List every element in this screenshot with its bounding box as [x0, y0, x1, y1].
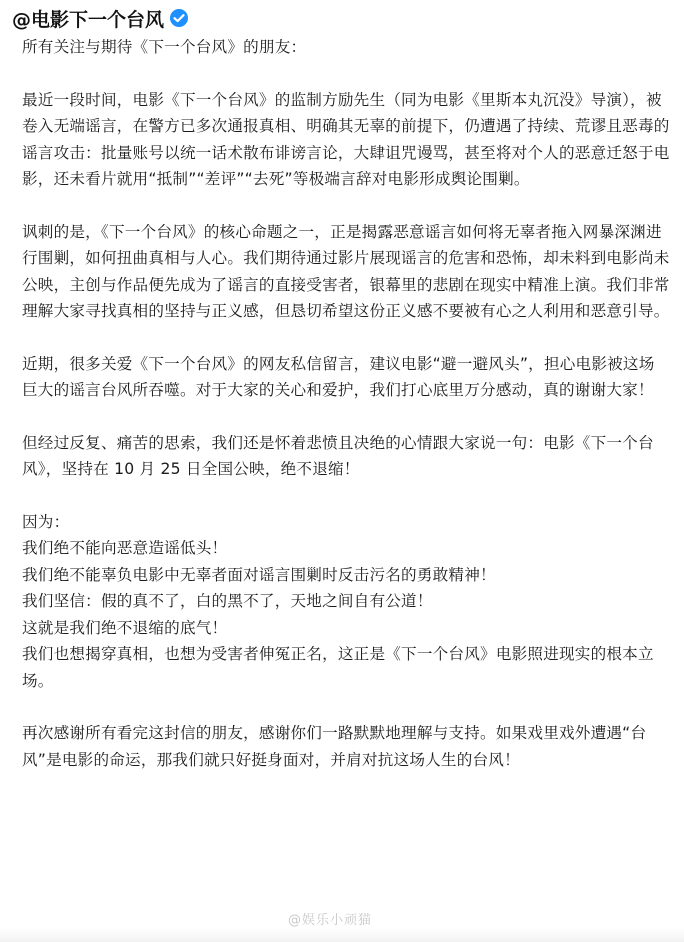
letter-greeting: 所有关注与期待《下一个台风》的朋友：: [22, 38, 307, 56]
because-label: 因为：: [22, 512, 70, 531]
paragraph-closing: 再次感谢所有看完这封信的朋友，感谢你们一路默默地理解与支持。如果戏里戏外遭遇“台风”是电影的命运，那我们就只好挺身面对，并肩对抗这场人生的台风！: [22, 724, 647, 769]
reason-item: 我们也想揭穿真相，也想为受害者伸冤正名，这正是《下一个台风》电影照进现实的根本立场。: [22, 645, 654, 690]
reason-item: 这就是我们绝不退缩的底气！: [22, 618, 228, 637]
reasons-block: [22, 509, 670, 695]
paragraph-irony: 讽刺的是，《下一个台风》的核心命题之一，正是揭露恶意谣言如何将无辜者拖入网暴深渊进行围剿，如何扭曲真相与人心。我们期待通过影片展现谣言的危害和恐怖，却未料到电影尚未公映，主创与作品便先成为了谣言的直接受害者，银幕里的悲剧在现实中精准上演。我们非常理解大家寻找真相的坚持与正义感，但恳切希望这份正义感不要被有心之人利用和恶意引导。: [22, 222, 670, 320]
paragraph-thanks: 近期，很多关爱《下一个台风》的网友私信留言，建议电影“避一避风头”，担心电影被这场巨大的谣言台风所吞噬。对于大家的关心和爱护，我们打心底里万分感动，真的谢谢大家！: [22, 354, 655, 399]
letter-body: [22, 34, 670, 799]
paragraph-rumor-attack: 最近一段时间，电影《下一个台风》的监制方励先生（同为电影《里斯本丸沉没》导演），被卷入无端谣言，在警方已多次通报真相、明确其无辜的前提下，仍遭遇了持续、荒谬且恶毒的谣言攻击：批量账号以统一话术散布诽谤言论，大肆诅咒谩骂，甚至将对个人的恶意迁怒于电影，还未看片就用“抵制”“差评”“去死”等极端言辞对电影形成舆论围剿。: [22, 90, 670, 188]
bottom-edge: [0, 928, 684, 942]
paragraph-release-decision: 但经过反复、痛苦的思索，我们还是怀着悲愤且决绝的心情跟大家说一句：电影《下一个台风》，坚持在 10 月 25 日全国公映，绝不退缩！: [22, 433, 654, 478]
account-name[interactable]: @电影下一个台风: [12, 8, 165, 31]
reason-item: 我们绝不能向恶意造谣低头！: [22, 539, 228, 557]
account-header: [12, 4, 188, 32]
watermark: @娱乐小顽猫: [288, 913, 373, 928]
reason-item: 我们绝不能辜负电影中无辜者面对谣言围剿时反击污名的勇敢精神！: [22, 565, 496, 584]
reason-item: 我们坚信：假的真不了，白的黑不了，天地之间自有公道！: [22, 592, 433, 610]
verified-badge-icon: [170, 9, 188, 27]
